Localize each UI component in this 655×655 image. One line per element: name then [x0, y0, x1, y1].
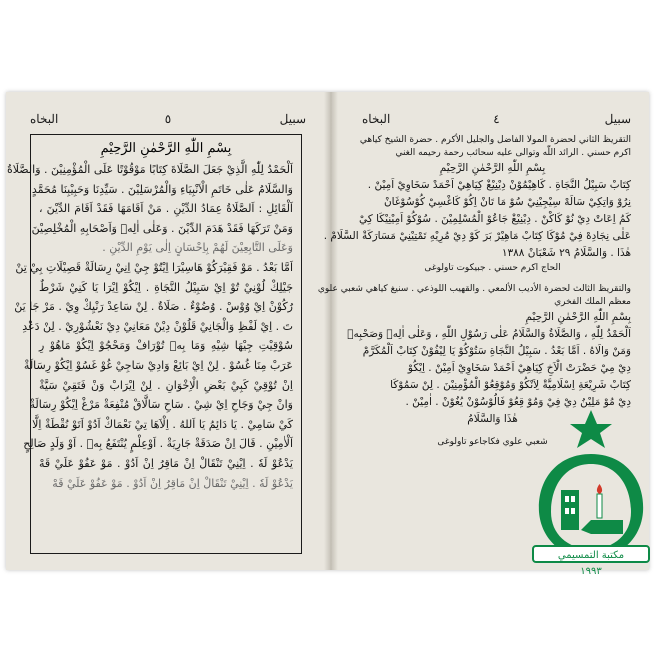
text-line: كَمُ اِعَاتْ دِيْ نُوْ كَاكْنْ . دِيْنِيْغْ جَاعُوْ الْمُسْلِمِيْنَ . سُوْكُوْ اَمِيْنِيْكَا كِيْ: [358, 213, 631, 225]
library-seal-logo: [527, 408, 655, 578]
text-frame: [6, 134, 302, 554]
text-line: وَانْ جِيْ وَجَاحِ اِيْ شِيْ . سَاحِ سَالَّاقْ مُنْفِعَةْ مَرْغْ اِيْكُوْ رِسَالَةْ: [29, 398, 293, 412]
text-line: يَدْعُوْ لَهٗ . اِيْنِيْ تَنْقَالْ اِنْ مَاقِرُ اِنْ اَدُوْ . مَوْ عَفُوْ عَلَيْ قَهْ: [52, 476, 293, 490]
text-line: نِرُوْ وَاتِكِيْ سَالَهْ سِيْجِيْنِيْ سُوْ مَا تَانْ اِكُوْ كَاغْسِيْ كُوْسُوْغَانْ: [383, 196, 631, 208]
text-line: وَالسَّلَامُ عَلٰى خَاتَمِ الْاَنْبِيَاءِ وَالْمُرْسَلِيْنَ . سَيِّدِنَا وَحَبِيْبِنَا مُحَمَّدٍ: [31, 182, 293, 196]
right-running-head: [362, 112, 631, 130]
text-line: كَيْ سَامِيْ . يَا دَائِمُ يَا اَللهُ . اِلْاَهَا تِيْ نَعْمَاكْ اَدُوْ اَتَوْ نُقْطَةْ اِلَّا: [32, 417, 293, 431]
text-line: اَلْحَمْدُ لِلّٰهِ ، وَالصَّلَاةُ وَالسَّلَامُ عَلٰى رَسُوْلِ اللّٰهِ ، وَعَلٰى اٰلِهٖ وَصَحْبِهٖ: [347, 328, 631, 340]
text-line: كِتَابْ شَرِيْعَةِ اِسْلَامِيَّةْ لِاَنْكُوْ وَمُوْقِعُوْ الْمُؤْمِنِيْنَ . لِنْ سَمُوْكَا: [390, 379, 631, 391]
text-line: عَرَبْ مِنَا غُسُوْ . لِنْ اِيْ بَائِعْ وَادِيْ سَاجِيْ غُوْ غَسُوْ اِيْكُوْ رِسَالَةْ: [23, 358, 293, 372]
text-line: تَ . اِيْ لَفْظِ وَالْجَانِيْ قَلُوْنْ دِيْنْ مَعَانِيْ دِيْ نَعْشُوْرِيْ . لِنْ دَعْدِ: [22, 319, 293, 333]
intro-line: والتقريظ الثالث لحضرة الأديب الألمعي . والقهيب اللوذعي . سنيغ كياهي شعبي علوي: [317, 284, 631, 294]
text-line: اَلْحَمْدُ لِلّٰهِ الَّذِيْ جَعَلَ الصَّلَاةَ كِتَابًا مَوْقُوْتًا عَلَى الْمُؤْمِنِيْنَ . وَالصَّلَاةُ: [6, 163, 293, 176]
signature: شعبي علوي فكاجاعو تاولوغى: [437, 437, 548, 447]
text-line: هٰذَا وَالسَّلَامُ: [467, 413, 518, 425]
text-line: رُكُوْنْ اِيْ وُوْسْ . وُضُوْءٌ . صَلَاةٌ . لِنْ سَاعِدْ رَنْيِكْ وِيْ . مَرْ جَا يَنْ: [14, 300, 293, 314]
page-number: ٥: [164, 112, 172, 126]
text-line: اَلْقَائِلِ : اَلصَّلَاةُ عِمَادُ الدِّيْنِ . مَنْ اَقَامَهَا فَقَدْ اَقَامَ الدِّيْنَ ،: [39, 202, 293, 216]
text-line: جَيْلِكْ لُوْنِيْ تُوْ اِيْ سَبِيْلُ النَّجَاةِ . اِيْكُوْ اِيْرَا يَا كَنِيْ شَرْطٌ: [39, 280, 293, 294]
running-head-title: البخاه: [362, 112, 391, 126]
left-page: [6, 92, 324, 570]
right-body-text: [317, 134, 631, 449]
seal-text: مكتبة التمسيمي: [557, 550, 625, 561]
text-line: اَلْاٰمِيْنِ . قَالَ اِنْ صَدَقَةْ جَارِيَةْ . اَوْعِلْمٍ يُنْتَفَعُ بِهٖ . اَوْ وَلَدٍ صَالِحٍ: [23, 437, 293, 451]
candle-icon: [597, 494, 602, 518]
text-line: اِنْ تُوْقِيْ كَبِيْ بَعْضِ الْاِخْوَانِ . لِنْ اِيْرَابْ وَنْ فَتَقِيْ سَيَّةْ: [39, 378, 293, 392]
star-icon: [570, 410, 612, 448]
seal-year: ١٩٩٣: [580, 566, 602, 577]
bismillah-heading: بِسْمِ اللّٰهِ الرَّحْمٰنِ الرَّحِيْمِ: [525, 311, 631, 323]
bismillah-heading: بِسْمِ اللّٰهِ الرَّحْمٰنِ الرَّحِيْمِ: [100, 141, 232, 156]
left-running-head: [30, 112, 306, 130]
signature: الحاج اكرم حسني . جبيكوت تاولوغى: [424, 263, 561, 273]
book-gutter: [324, 92, 338, 570]
text-line: سُوْقِيْتِ جِيْهَا شِيْهِ وَمَا بِهٖ تُوْرَافْ وَمَحْجُوْ اِيْكُوْ مَاهُوْ رِ: [39, 339, 293, 353]
intro-line: معظم الملك الفخري: [554, 297, 631, 307]
text-line: عَلٰى نِجَادِهْ فِيْ مُوْكَا كِتَابْ مَاهِيْرْ بَرَ كَوْ دِيْ مُرِيْهِ تَمْتِيْنِيْ مَسَارَكَةْ السَّلَامْ .: [323, 230, 631, 242]
text-line: اَمَّا بَعْدُ . مَوْ فَقِيْرَكُوْ هَاسِيْرَا اِيْتُوْ جِيْ اِنِيْ رِسَالَةْ قَصِيْلَاتِ بِيْ تِنْ: [15, 260, 293, 274]
text-line: دِيْ مِيْ حَضْرَتْ الْاَخِ كِيَاهِيْ اَحْمَدْ سَخَاوِيْ اَمِيْنْ . اِيْكُوْ: [407, 362, 631, 374]
bismillah-heading: بِسْمِ اللّٰهِ الرَّحْمٰنِ الرَّحِيْمِ: [439, 162, 546, 174]
left-body-text: [6, 160, 301, 493]
building-icon: [561, 490, 579, 530]
laurel-wreath-icon: [539, 454, 643, 560]
text-line: هٰذَا . وَالسَّلَامُ ٢٩ شَعْبَانْ ١٣٨٨: [501, 247, 631, 259]
text-line: كِتَابْ سَبِيْلُ النَّجَاةِ . كَاهِيْمُوْنْ دِيْنِيْغْ كِيَاهِيْ اَحْمَدْ سَخَاوِيْ اَمِيْنْ .: [367, 179, 631, 191]
text-line: وَمَنْ وَالَاهُ . اَمَّا بَعْدُ . سَبِيْلُ النَّجَاةِ سَتُوْكُوْ يَا لِيْفُوْنْ كِتَابْ اَلْمُكَرَّمْ: [362, 345, 631, 357]
text-line: دِيْ مُوْ مَلِيْنُ دِيْ فِيْ وَمُوْ قِعُوْ فَالُوْسُوْنْ يُغُوْنْ . اٰمِيْنْ .: [405, 396, 631, 408]
intro-line: التقريظ الثاني لحضرة المولا الفاضل والجليل الأكرم . حضرة الشيخ كياهي: [359, 135, 631, 145]
text-line: وَعَلَى التَّابِعِيْنَ لَهُمْ بِاِحْسَانٍ اِلٰى يَوْمِ الدِّيْنِ .: [102, 241, 293, 255]
open-book-icon: [581, 520, 623, 534]
running-head-book: سبیل: [604, 112, 631, 126]
text-line: وَمَنْ تَرَكَهَا فَقَدْ هَدَمَ الدِّيْنَ . وَعَلٰى اٰلِهٖ وَاَصْحَابِهِ الْمُخْلِصِيْنَ: [31, 221, 293, 235]
text-line: يَدْعُوْ لَهٗ . اِيْنِيْ تَنْقَالْ اِنْ مَاقِرُ اِنْ اَدُوْ . مَوْ عَفُوْ عَلَيْ قَهْ: [39, 456, 293, 470]
running-head-title: البخاه: [30, 112, 59, 126]
intro-line: اكرم حسني . الرائد اللّٰه وتوالى عليه سحائب رحمة رحيمه الغني: [395, 148, 631, 158]
running-head-book: سبیل: [279, 112, 306, 126]
page-number: ٤: [493, 112, 500, 126]
